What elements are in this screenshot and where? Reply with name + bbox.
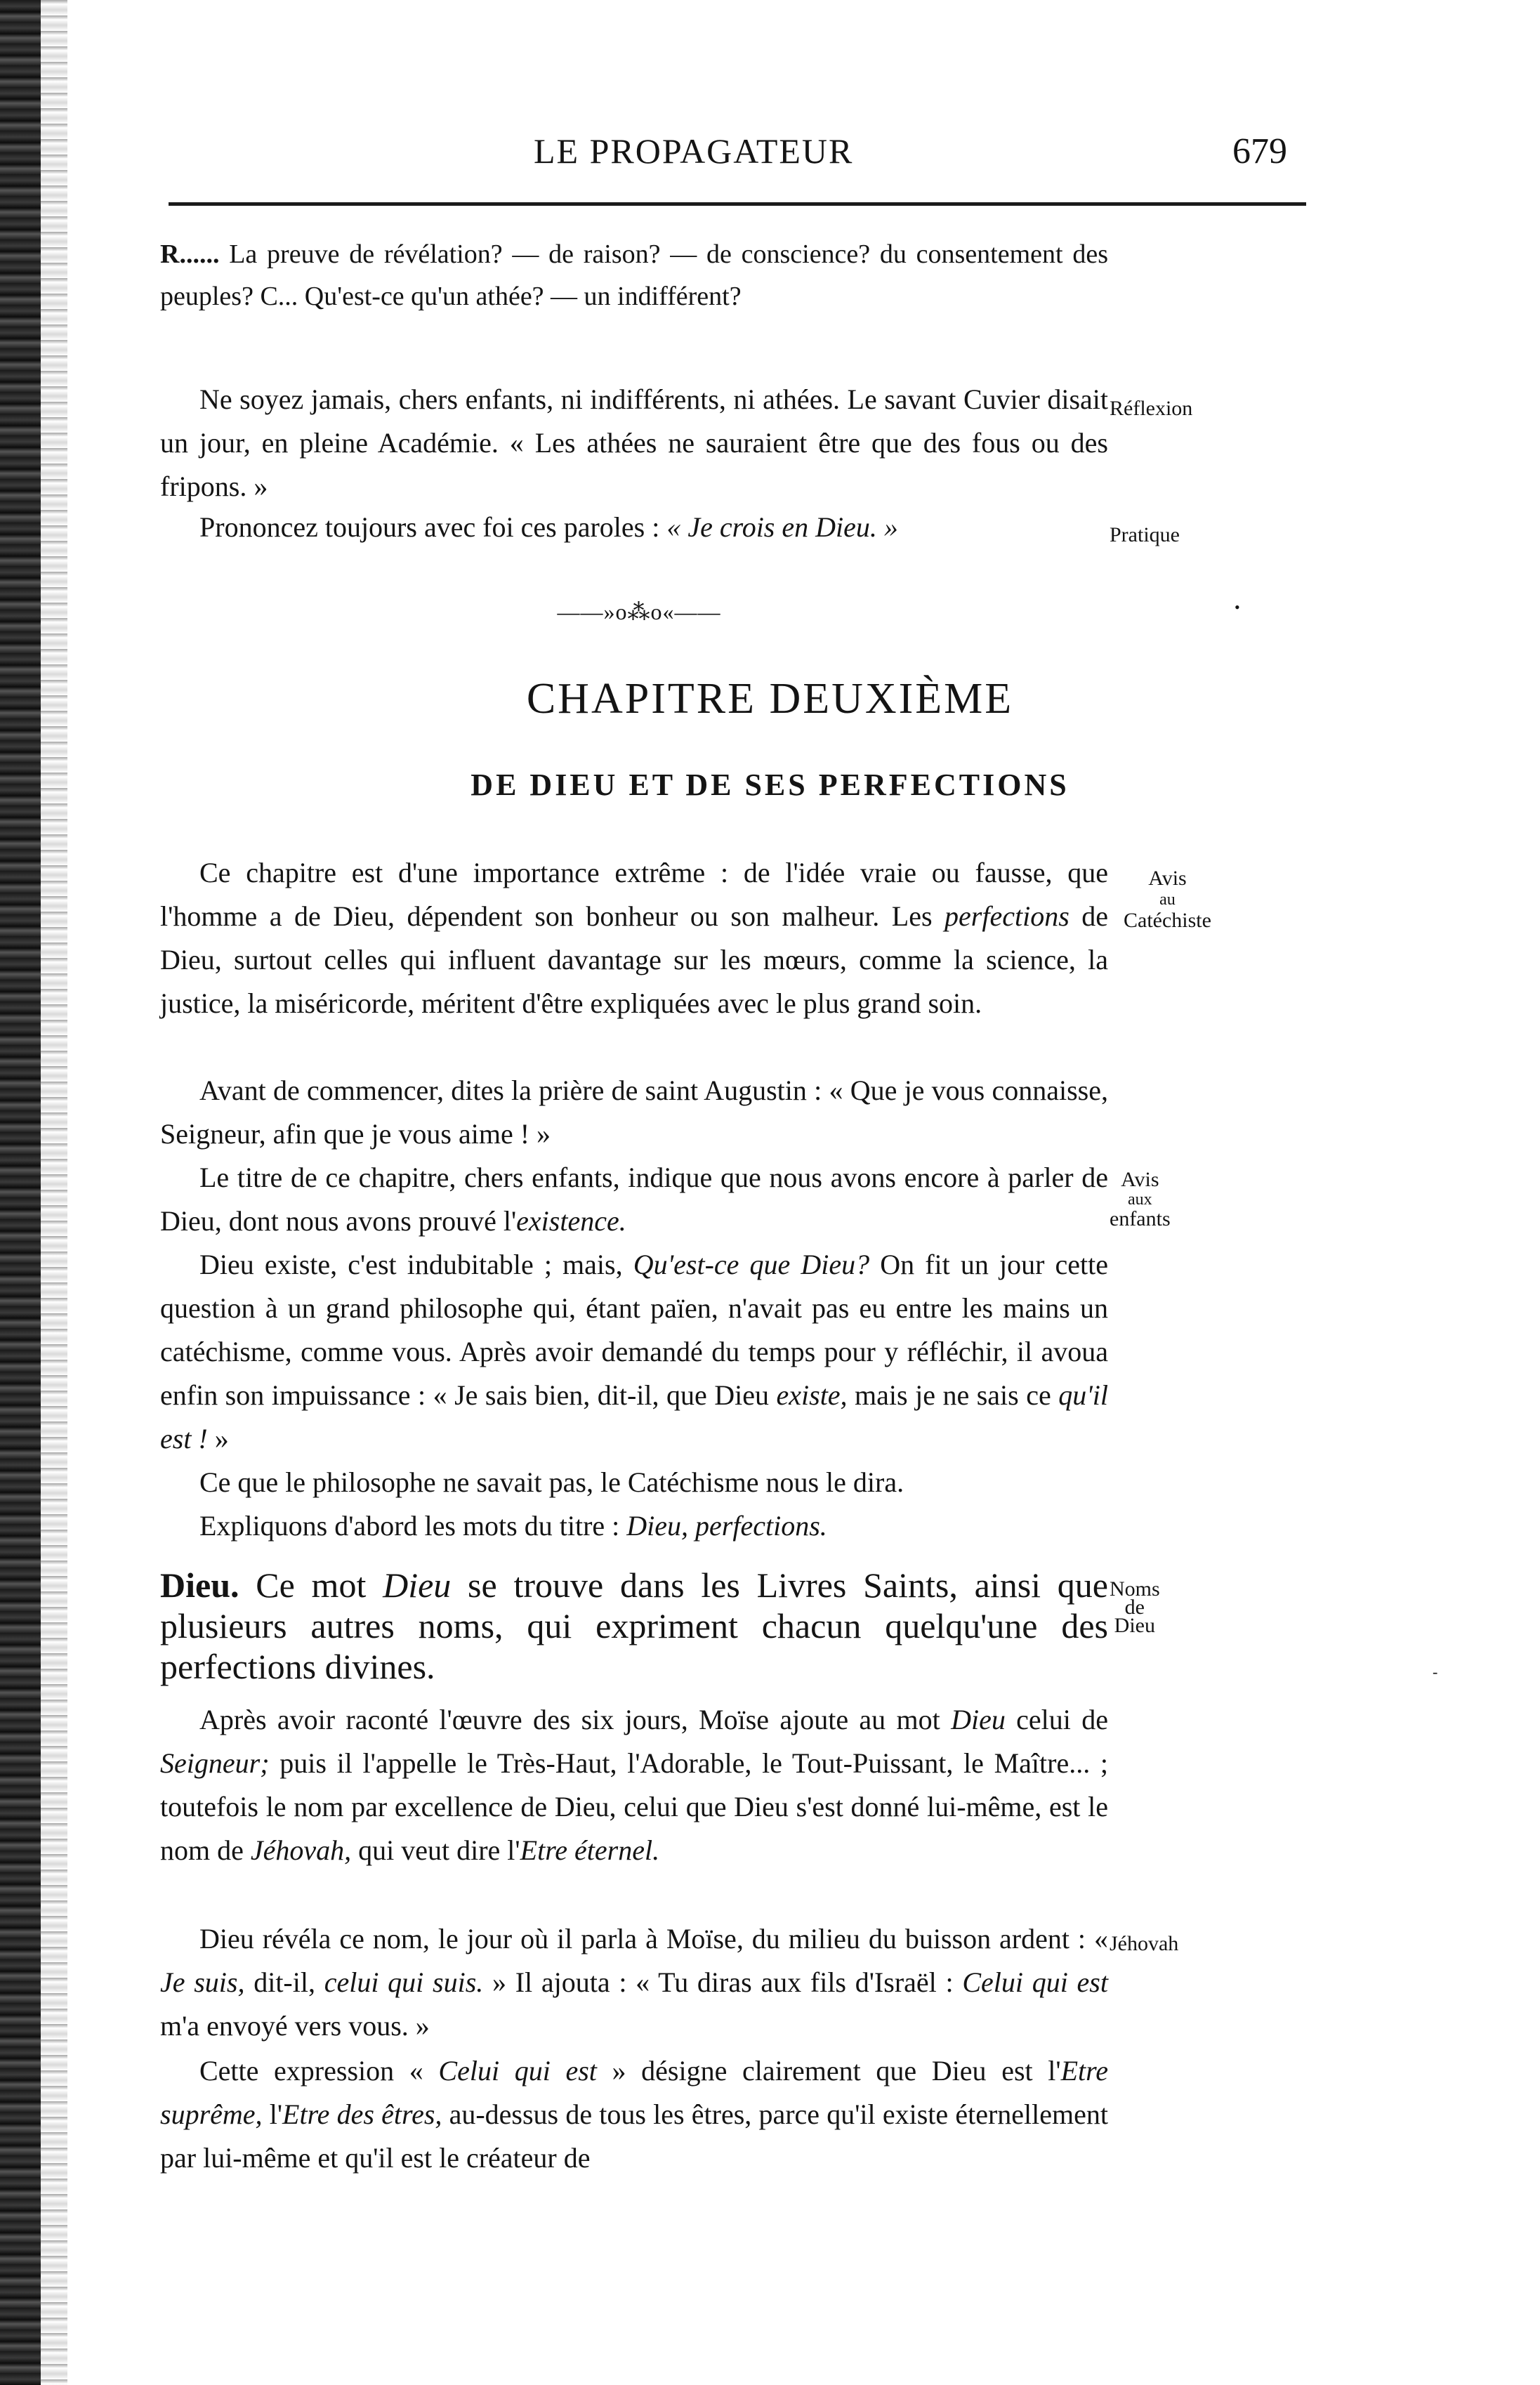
margin-note-noms-de-dieu: Noms de Dieu <box>1110 1577 1160 1637</box>
running-title: LE PROPAGATEUR <box>534 131 854 171</box>
qa-label: R...... <box>160 239 220 269</box>
pratique-text: Prononcez toujours avec foi ces paroles : <box>199 511 667 543</box>
margin-note-pratique: Pratique <box>1110 523 1180 546</box>
ornament-divider: ——»o⁂o«—— <box>557 599 721 624</box>
qa-text: La preuve de révélation? — de raison? — de conscience? du consentement des peuples? C... Qu'est-ce qu'un athée? — un indifférent? <box>160 239 1109 311</box>
body-paragraph-8: Dieu révéla ce nom, le jour où il parla à Moïse, du milieu du buisson ardent : « Je suis, dit-il, celui qui suis. » Il ajouta : « Tu diras aux fils d'Israël : Celui qui est m'a envoyé vers vous. » <box>160 1923 1108 2042</box>
reflexion-paragraph: Ne soyez jamais, chers enfants, ni indifférents, ni athées. Le savant Cuvier disait un jour, en pleine Académie. « Les athées ne sauraient être que des fous ou des fripons. » <box>160 383 1108 502</box>
margin-note-jehovah: Jéhovah <box>1110 1932 1179 1955</box>
body-paragraph-2: Avant de commencer, dites la prière de saint Augustin : « Que je vous connaisse, Seigneur, afin que je vous aime ! » <box>160 1075 1108 1150</box>
page-number: 679 <box>1232 131 1287 171</box>
margin-note-avis-catechiste: Avis au Catéchiste <box>1124 867 1211 932</box>
body-paragraph-7: Après avoir raconté l'œuvre des six jours, Moïse ajoute au mot Dieu celui de Seigneur; puis il l'appelle le Très-Haut, l'Adorable, le Tout-Puissant, le Maître... ; toutefois le nom par excellence de Dieu, celui que Dieu s'est donné lui-même, est le nom de Jéhovah, qui veut dire l'Etre éternel. <box>160 1704 1108 1866</box>
pratique-quote: « Je crois en Dieu. » <box>666 511 898 543</box>
stray-mark: - <box>1433 1663 1438 1681</box>
book-binding-edge <box>0 0 41 2385</box>
margin-note-reflexion: Réflexion <box>1110 397 1193 420</box>
qa-paragraph <box>160 233 1108 317</box>
body-paragraph-5: Ce que le philosophe ne savait pas, le Catéchisme nous le dira. <box>199 1466 904 1498</box>
body-paragraph-3: Le titre de ce chapitre, chers enfants, indique que nous avons encore à parler de Dieu, dont nous avons prouvé l'existence. <box>160 1162 1108 1237</box>
dieu-paragraph: Dieu. Ce mot Dieu se trouve dans les Livres Saints, ainsi que plusieurs autres noms, qui expriment chacun quelqu'une des perfections divines. <box>160 1565 1108 1686</box>
binding-shadow <box>41 0 67 2385</box>
body-paragraph-9: Cette expression « Celui qui est » désigne clairement que Dieu est l'Etre suprême, l'Etre des êtres, au-dessus de tous les êtres, parce qu'il existe éternellement par lui-même et qu'il est le créateur de <box>160 2055 1108 2174</box>
stray-bullet: • <box>1235 598 1240 616</box>
body-paragraph-6: Expliquons d'abord les mots du titre : Dieu, perfections. <box>199 1510 827 1542</box>
chapter-title: CHAPITRE DEUXIÈME <box>526 675 1014 723</box>
body-paragraph-1: Ce chapitre est d'une importance extrême : de l'idée vraie ou fausse, que l'homme a de Dieu, dépendent son bonheur ou son malheur. Les perfections de Dieu, surtout celles qui influent davantage sur les mœurs, comme la science, la justice, la miséricorde, méritent d'être expliquées avec le plus grand soin. <box>160 857 1108 1019</box>
pratique-paragraph <box>160 506 1108 549</box>
dieu-label: Dieu. <box>160 1565 239 1605</box>
body-paragraph-4: Dieu existe, c'est indubitable ; mais, Qu'est-ce que Dieu? On fit un jour cette question à un grand philosophe qui, étant païen, n'avait pas eu entre les mains un catéchisme, comme vous. Après avoir demandé du temps pour y réfléchir, il avoua enfin son impuissance : « Je sais bien, dit-il, que Dieu existe, mais je ne sais ce qu'il est ! » <box>160 1249 1108 1454</box>
section-title: DE DIEU ET DE SES PERFECTIONS <box>470 768 1070 802</box>
header-rule <box>169 202 1306 206</box>
margin-note-avis-enfants: Avis aux enfants <box>1110 1168 1171 1230</box>
page-header <box>0 131 1540 187</box>
